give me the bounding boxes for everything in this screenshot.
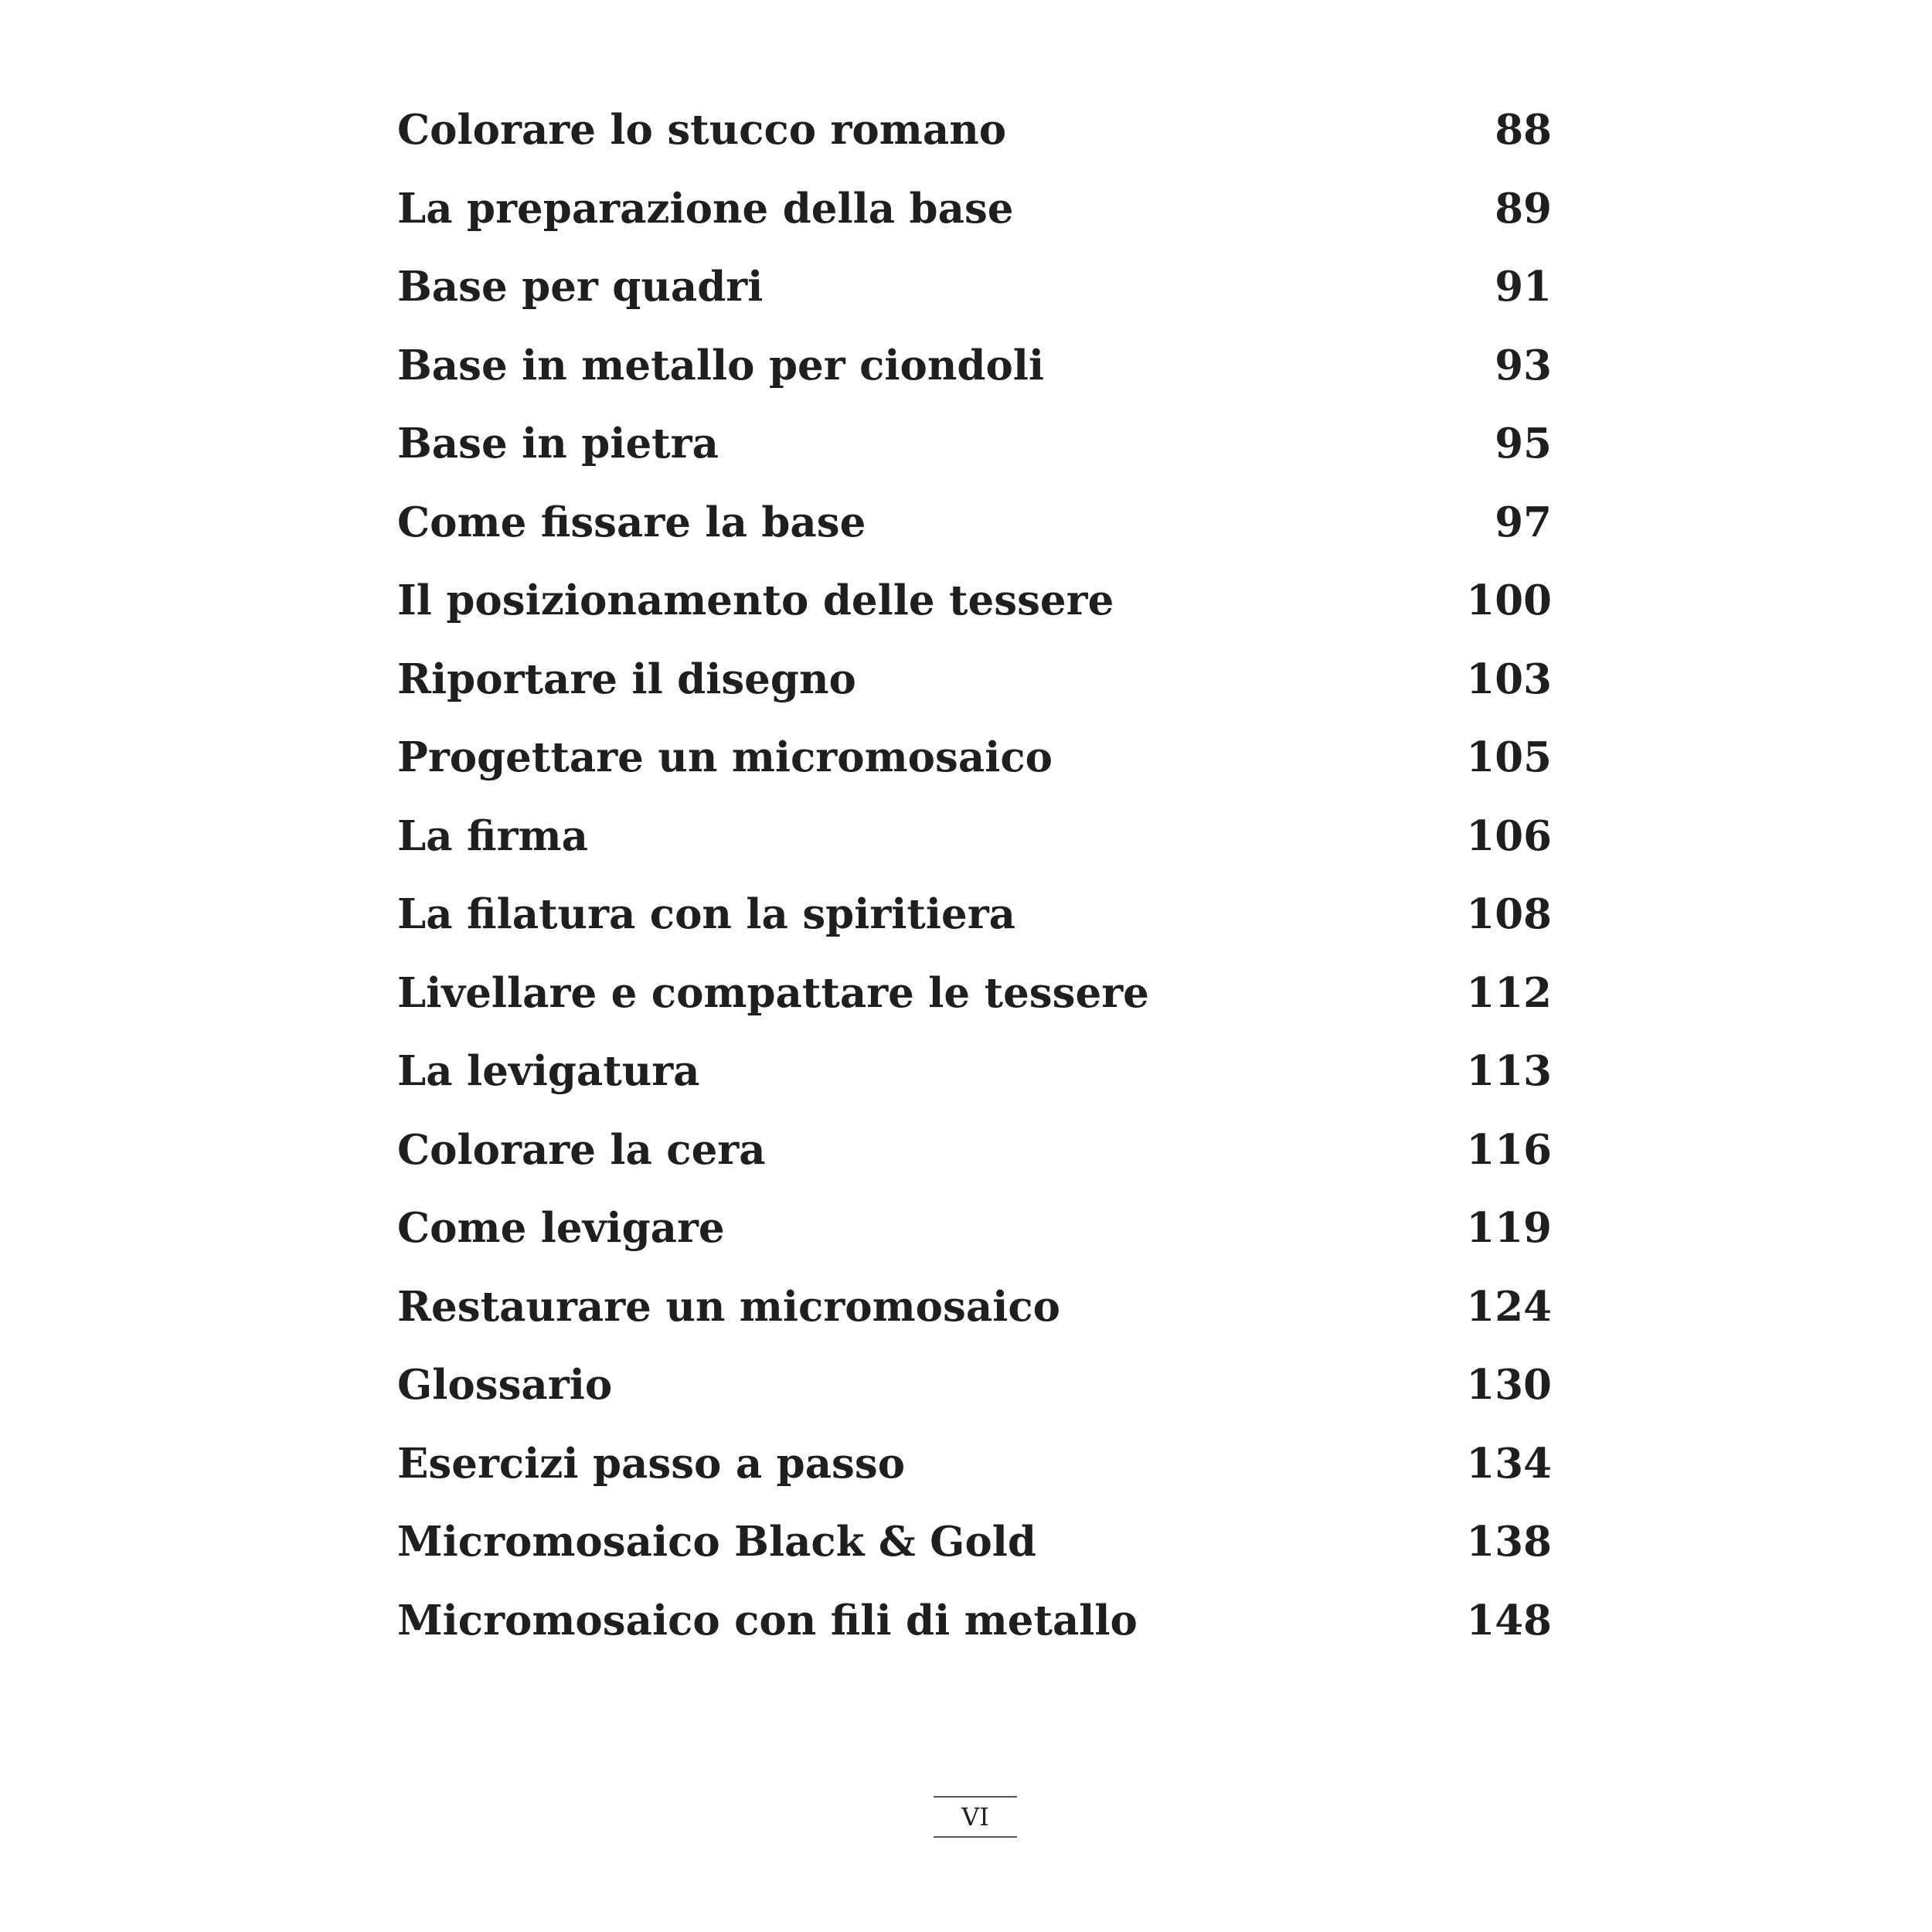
toc-entry-title: Base in pietra bbox=[397, 420, 719, 468]
page-number: VI bbox=[934, 1796, 1017, 1838]
toc-entry bbox=[397, 1434, 1552, 1513]
toc-entry-page: 113 bbox=[1466, 1047, 1552, 1095]
toc-entry bbox=[397, 100, 1552, 179]
toc-entry bbox=[397, 1355, 1552, 1434]
toc-entry bbox=[397, 1512, 1552, 1591]
toc-entry-title: Micromosaico con fili di metallo bbox=[397, 1596, 1138, 1645]
toc-entry-title: La preparazione della base bbox=[397, 184, 1014, 233]
toc-entry-title: Restaurare un micromosaico bbox=[397, 1282, 1060, 1331]
toc-entry-page: 103 bbox=[1466, 655, 1552, 703]
toc-entry-page: 89 bbox=[1495, 184, 1552, 233]
toc-entry-title: Progettare un micromosaico bbox=[397, 733, 1053, 781]
toc-entry-page: 116 bbox=[1466, 1125, 1552, 1174]
toc-entry-page: 100 bbox=[1466, 577, 1552, 624]
toc-entry-page: 138 bbox=[1466, 1518, 1552, 1566]
toc-entry-page: 108 bbox=[1466, 890, 1552, 938]
toc-entry-page: 93 bbox=[1495, 341, 1552, 389]
toc-entry bbox=[397, 1591, 1552, 1670]
toc-entry-page: 105 bbox=[1466, 733, 1552, 781]
toc-entry bbox=[397, 964, 1552, 1043]
toc-entry-title: La filatura con la spiritiera bbox=[397, 890, 1016, 938]
toc-entry-page: 148 bbox=[1466, 1596, 1552, 1645]
toc-entry-page: 91 bbox=[1495, 263, 1552, 311]
toc-entry-page: 88 bbox=[1495, 106, 1552, 154]
toc-entry bbox=[397, 1277, 1552, 1356]
toc-entry bbox=[397, 257, 1552, 336]
toc-entry bbox=[397, 1121, 1552, 1199]
toc-entry-page: 119 bbox=[1466, 1204, 1552, 1252]
toc-entry bbox=[397, 336, 1552, 415]
toc-entry-page: 95 bbox=[1495, 420, 1552, 468]
toc-entry bbox=[397, 807, 1552, 886]
toc-entry bbox=[397, 728, 1552, 807]
toc-entry-title: Glossario bbox=[397, 1361, 613, 1409]
toc-entry-title: Base per quadri bbox=[397, 263, 764, 311]
toc-entry-title: Colorare lo stucco romano bbox=[397, 106, 1007, 154]
toc-entry-page: 134 bbox=[1466, 1439, 1552, 1488]
toc-entry-title: Riportare il disegno bbox=[397, 655, 856, 703]
toc-entry bbox=[397, 179, 1552, 258]
toc-entry-title: Come levigare bbox=[397, 1204, 725, 1252]
toc-entry bbox=[397, 650, 1552, 729]
toc-entry-page: 130 bbox=[1466, 1361, 1552, 1409]
toc-entry-title: La levigatura bbox=[397, 1047, 700, 1095]
toc-entry-title: Esercizi passo a passo bbox=[397, 1439, 906, 1488]
toc-entry-page: 106 bbox=[1466, 811, 1552, 860]
toc-entry bbox=[397, 1042, 1552, 1121]
toc-entry-title: Colorare la cera bbox=[397, 1125, 766, 1174]
toc-entry-title: Micromosaico Black & Gold bbox=[397, 1518, 1036, 1566]
toc-entry-title: Base in metallo per ciondoli bbox=[397, 341, 1045, 389]
toc-entry-page: 112 bbox=[1466, 968, 1552, 1017]
toc-entry-title: Come fissare la base bbox=[397, 498, 866, 546]
toc-entry-title: La firma bbox=[397, 811, 588, 860]
toc-entry-page: 97 bbox=[1495, 498, 1552, 546]
toc-entry bbox=[397, 1199, 1552, 1277]
toc-entry bbox=[397, 885, 1552, 964]
toc-entry bbox=[397, 571, 1552, 650]
toc-entry bbox=[397, 414, 1552, 493]
toc-entry-title: Il posizionamento delle tessere bbox=[397, 577, 1114, 624]
table-of-contents bbox=[397, 100, 1552, 1669]
toc-entry-page: 124 bbox=[1466, 1282, 1552, 1331]
toc-entry-title: Livellare e compattare le tessere bbox=[397, 968, 1149, 1017]
toc-entry bbox=[397, 493, 1552, 572]
